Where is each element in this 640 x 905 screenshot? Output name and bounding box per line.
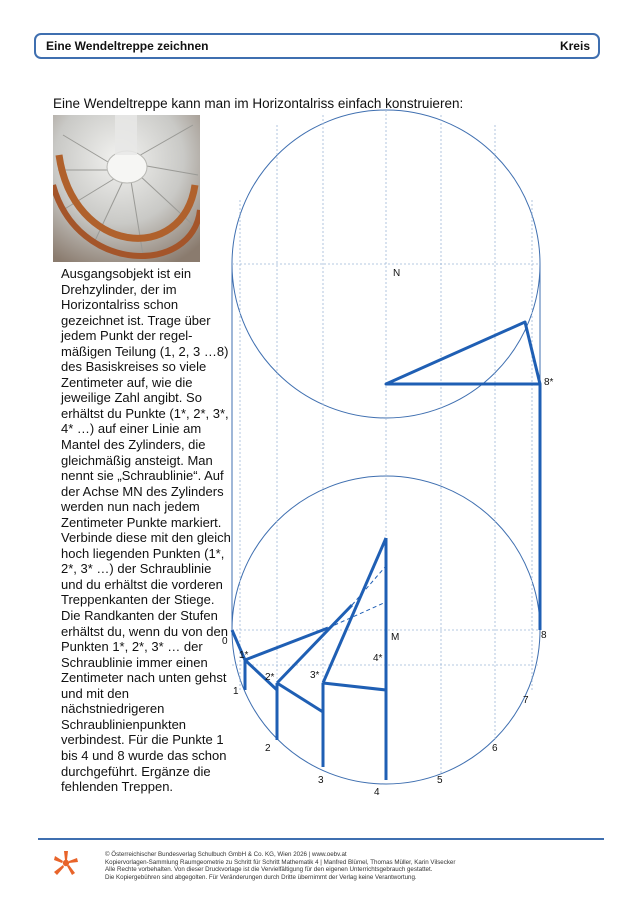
- top-stair-edge: [386, 322, 540, 384]
- footer-line-1: © Österreichischer Bundesverlag Schulbuch GmbH & Co. KG, Wien 2026 | www.oebv.at: [105, 851, 347, 858]
- publisher-logo-icon: [53, 850, 79, 876]
- dashed-extensions: [328, 566, 386, 628]
- label-5: 5: [437, 775, 443, 786]
- footer-line-4: Die Kopiergebühren sind abgegolten. Für Veränderungen durch Dritte übernimmt der Verlag keine Verantwortung.: [105, 874, 417, 882]
- label-1: 1: [233, 686, 239, 697]
- footer-copyright: [105, 851, 455, 882]
- label-7: 7: [523, 695, 529, 706]
- label-m: M: [391, 632, 400, 643]
- label-n: N: [393, 268, 401, 279]
- page-title: Eine Wendeltreppe zeichnen: [46, 39, 209, 53]
- label-0: 0: [222, 636, 228, 647]
- label-8: 8: [541, 630, 547, 641]
- label-3: 3: [318, 775, 324, 786]
- label-6: 6: [492, 743, 498, 754]
- label-3-star: 3*: [310, 670, 320, 681]
- label-2-star: 2*: [265, 672, 275, 683]
- stair-treads: [232, 538, 386, 767]
- label-4: 4: [374, 787, 380, 798]
- footer-divider: [38, 838, 604, 840]
- label-2: 2: [265, 743, 271, 754]
- footer-line-3: Alle Rechte vorbehalten. Von dieser Druckvorlage ist die Vervielfältigung für den eigenen Unterrichtsgebrauch gestattet.: [105, 866, 433, 874]
- topic-label: Kreis: [559, 39, 590, 53]
- intro-text: Eine Wendeltreppe kann man im Horizontalriss einfach konstruieren:: [53, 96, 464, 111]
- footer-line-2: Kopiervorlagen-Sammlung Raumgeometrie zu Schritt für Schritt Mathematik 4 | Manfred Blümel, Thomas Müller, Karin Vilsecker: [105, 858, 456, 866]
- label-8-star: 8*: [544, 377, 554, 388]
- label-4-star: 4*: [373, 653, 383, 664]
- instruction-text: Ausgangsobjekt ist ein Drehzylinder, der im Horizontalriss schon gezeichnet ist. Trage über jedem Punkt der regel-mäßigen Teilung (1, 2, 3 …8) des Basiskreises so viele Zentimeter auf, wie die jeweilige Zahl angibt. So erhältst du Punkte (1*, 2*, 3*, 4* …) auf einer Linie am Mantel des Zylinders, die gleichmäßig ansteigt. Man nennt sie „Schraublinie“. Auf der Achse MN des Zylinders werden nun nach jedem Zentimeter Punkte markiert. Verbinde diese mit den gleich hoch liegenden Punkten (1*, 2*, 3* …) der Schraublinie und du erhältst die vorderen Treppenkanten der Stiege. Die Randkanten der Stufen erhältst du, wenn du von den Punkten 1*, 2*, 3* … der Schraublinie immer einen Zentimeter nach unten gehst und mit den nächstniedrigeren Schraublinienpunkten verbindest. Für die Punkte 1 bis 4 und 8 wurde das schon durchgeführt. Ergänze die fehlenden Treppen.: [61, 266, 231, 795]
- label-1-star: 1*: [239, 650, 249, 661]
